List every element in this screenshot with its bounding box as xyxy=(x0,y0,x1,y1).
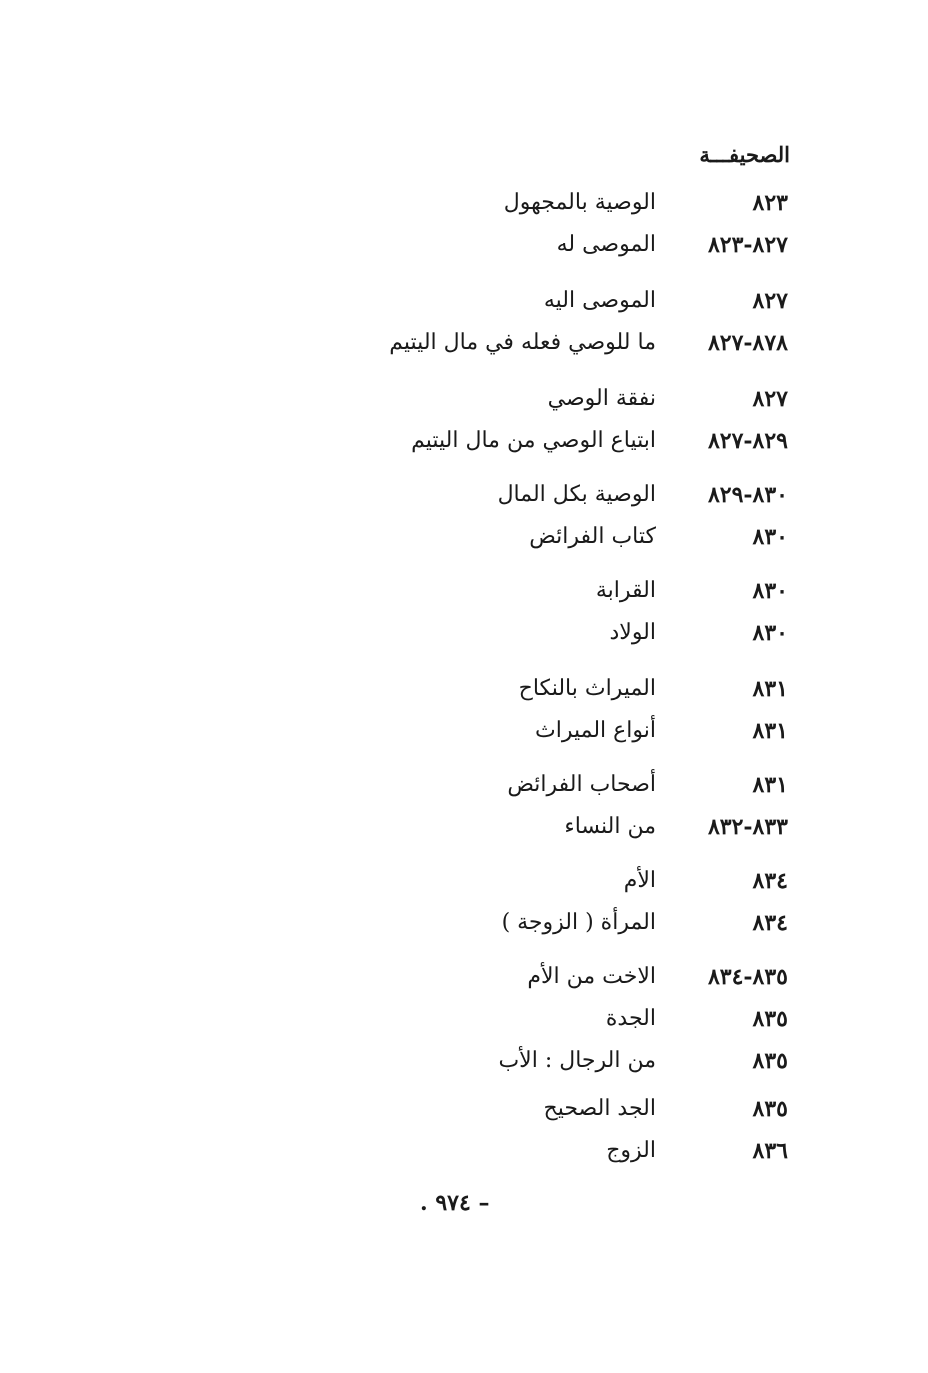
entry-topic: الموصى اليه xyxy=(543,288,656,313)
entry-topic: الجد الصحيح xyxy=(543,1096,656,1121)
entry-page-ref: ٨٢٣ xyxy=(752,190,788,216)
index-entry xyxy=(0,868,928,908)
index-entry xyxy=(0,482,928,522)
index-entry xyxy=(0,386,928,426)
entry-topic: الميراث بالنكاح xyxy=(518,676,656,701)
entry-page-ref: ٨٣٠ xyxy=(752,620,788,646)
index-entry xyxy=(0,232,928,272)
entry-page-ref: ٨٣١ xyxy=(752,772,788,798)
index-entry xyxy=(0,964,928,1004)
entry-page-ref: ٨٣٥ xyxy=(752,1096,788,1122)
entry-topic: ابتياع الوصي من مال اليتيم xyxy=(411,428,656,453)
entry-topic: من الرجال : الأب xyxy=(498,1048,656,1073)
index-entry xyxy=(0,1138,928,1178)
entry-page-ref: ٨٣٥-٨٣٤ xyxy=(707,964,788,990)
page-column-header: الصحيفـــة xyxy=(699,142,790,167)
index-entry xyxy=(0,1048,928,1088)
index-entry xyxy=(0,814,928,854)
entry-page-ref: ٨٢٩-٨٢٧ xyxy=(707,428,788,454)
entry-page-ref: ٨٣٠ xyxy=(752,524,788,550)
entry-page-ref: ٨٣٠-٨٢٩ xyxy=(707,482,788,508)
index-entry xyxy=(0,578,928,618)
index-entry xyxy=(0,428,928,468)
entry-page-ref: ٨٣٤ xyxy=(752,910,788,936)
index-entry xyxy=(0,910,928,950)
index-entry xyxy=(0,676,928,716)
entry-topic: الاخت من الأم xyxy=(527,964,656,989)
page-number: – ٩٧٤ . xyxy=(420,1190,490,1216)
entry-topic: أصحاب الفرائض xyxy=(507,772,656,797)
entry-page-ref: ٨٣١ xyxy=(752,676,788,702)
index-entry xyxy=(0,620,928,660)
index-entry xyxy=(0,190,928,230)
entry-topic: كتاب الفرائض xyxy=(529,524,656,549)
entry-page-ref: ٨٧٨-٨٢٧ xyxy=(707,330,788,356)
index-entry xyxy=(0,524,928,564)
entry-topic: ما للوصي فعله في مال اليتيم xyxy=(389,330,656,355)
index-entry xyxy=(0,1006,928,1046)
entry-topic: الموصى له xyxy=(556,232,656,257)
entry-topic: المرأة ( الزوجة ) xyxy=(501,910,656,935)
entry-page-ref: ٨٢٧-٨٢٣ xyxy=(707,232,788,258)
entry-page-ref: ٨٣٤ xyxy=(752,868,788,894)
entry-topic: الأم xyxy=(623,868,656,893)
entry-page-ref: ٨٣٦ xyxy=(752,1138,788,1164)
entry-topic: الولاد xyxy=(609,620,656,645)
index-entry xyxy=(0,1096,928,1136)
entry-topic: القرابة xyxy=(595,578,656,603)
entry-page-ref: ٨٣٣-٨٣٢ xyxy=(707,814,788,840)
index-entries xyxy=(0,190,928,1180)
entry-topic: الوصية بالمجهول xyxy=(503,190,656,215)
index-entry xyxy=(0,772,928,812)
index-entry xyxy=(0,288,928,328)
entry-page-ref: ٨٣٥ xyxy=(752,1048,788,1074)
entry-topic: الوصية بكل المال xyxy=(497,482,656,507)
entry-page-ref: ٨٢٧ xyxy=(752,288,788,314)
entry-page-ref: ٨٣١ xyxy=(752,718,788,744)
index-entry xyxy=(0,718,928,758)
entry-page-ref: ٨٣٥ xyxy=(752,1006,788,1032)
entry-topic: نفقة الوصي xyxy=(547,386,656,411)
entry-topic: الجدة xyxy=(605,1006,656,1031)
entry-topic: أنواع الميراث xyxy=(535,718,656,743)
entry-topic: من النساء xyxy=(564,814,656,839)
entry-page-ref: ٨٢٧ xyxy=(752,386,788,412)
entry-page-ref: ٨٣٠ xyxy=(752,578,788,604)
entry-topic: الزوج xyxy=(606,1138,656,1163)
index-entry xyxy=(0,330,928,370)
